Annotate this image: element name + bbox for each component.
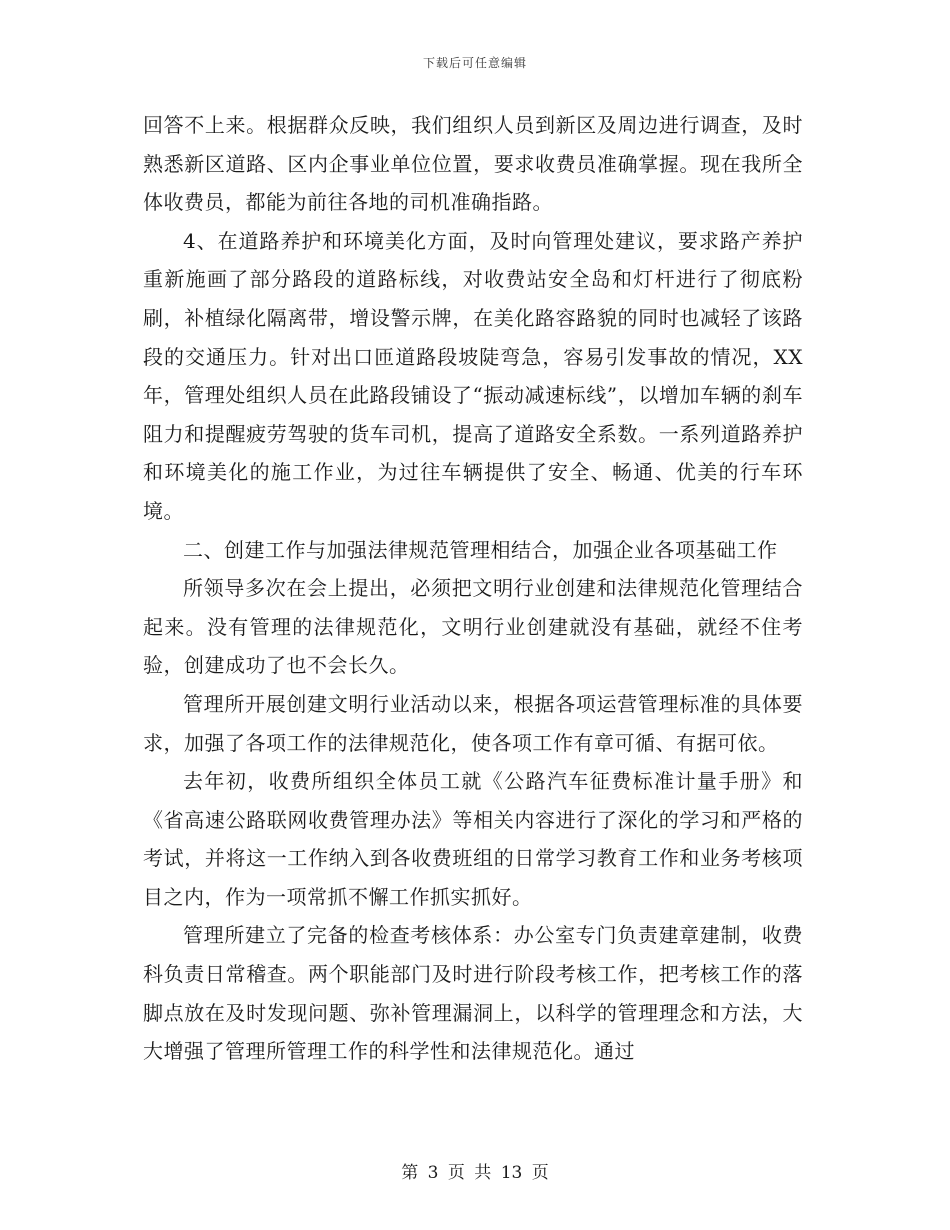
paragraph: 管理所开展创建文明行业活动以来，根据各项运营管理标准的具体要求，加强了各项工作的法律规范化，使各项工作有章可循、有据可依。: [143, 691, 803, 755]
section-heading: 二、创建工作与加强法律规范管理相结合，加强企业各项基础工作: [183, 537, 778, 562]
page-number: 第 3 页 共 13 页: [401, 1163, 549, 1183]
page-header: 下载后可任意编辑: [422, 56, 527, 70]
paragraph: 管理所建立了完备的检查考核体系：办公室专门负责建章建制，收费科负责日常稽查。两个职能部门及时进行阶段考核工作，把考核工作的落脚点放在及时发现问题、弥补管理漏洞上，以科学的管理理念和方法，大大增强了管理所管理工作的科学性和法律规范化。通过: [143, 923, 803, 1064]
paragraph: 4、在道路养护和环境美化方面，及时向管理处建议，要求路产养护重新施画了部分路段的道路标线，对收费站安全岛和灯杆进行了彻底粉刷，补植绿化隔离带，增设警示牌，在美化路容路貌的同时也减轻了该路段的交通压力。针对出口匝道路段坡陡弯急，容易引发事故的情况，XX年，管理处组织人员在此路段铺设了“振动减速标线”，以增加车辆的刹车阻力和提醒疲劳驾驶的货车司机，提高了道路安全系数。一系列道路养护和环境美化的施工作业，为过往车辆提供了安全、畅通、优美的行车环境。: [143, 228, 803, 523]
document-body: [143, 106, 803, 1071]
paragraph: 去年初，收费所组织全体员工就《公路汽车征费标准计量手册》和《省高速公路联网收费管理办法》等相关内容进行了深化的学习和严格的考试，并将这一工作纳入到各收费班组的日常学习教育工作和业务考核项目之内，作为一项常抓不懈工作抓实抓好。: [143, 769, 803, 909]
paragraph: 回答不上来。根据群众反映，我们组织人员到新区及周边进行调查，及时熟悉新区道路、区内企事业单位位置，要求收费员准确掌握。现在我所全体收费员，都能为前往各地的司机准确指路。: [143, 113, 803, 215]
paragraph: 所领导多次在会上提出，必须把文明行业创建和法律规范化管理结合起来。没有管理的法律规范化，文明行业创建就没有基础，就经不住考验，创建成功了也不会长久。: [143, 576, 803, 678]
